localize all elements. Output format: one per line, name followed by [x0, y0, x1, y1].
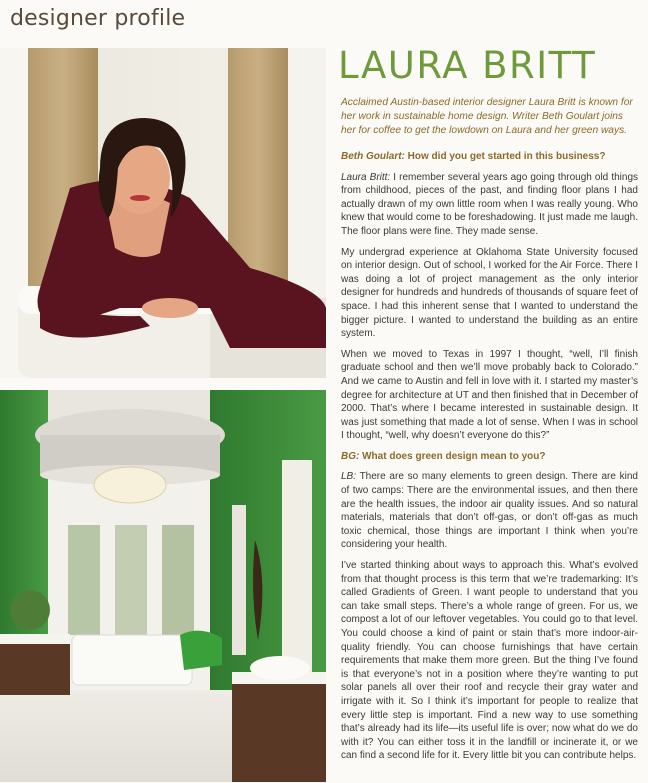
bathroom-photo	[0, 390, 326, 782]
answer-paragraph: Laura Britt: I remember several years ago going through old things from childhood, pieces of the past, and finding floor plans I had actually drawn of my own little room when I was really young. Who knew that would come to be foreshadowing. It just made me laugh. The floor plans were fine. They made sense.	[341, 171, 638, 237]
answer-paragraph: My undergrad experience at Oklahoma State University focused on interior design. Out of school, I worked for the Air Force. There I was doing a lot of project management as the only interior designer for hundreds and hundreds of thousands of square feet of space. I had this inherent sense that I wanted to understand the bigger picture. I wanted to understand the building as an entire system.	[341, 246, 638, 340]
answer-paragraph: LB: There are so many elements to green design. There are kind of two camps: There are the environmental issues, and then there are the health issues, the indoor air quality issues. And so natural materials, materials that don’t off-gas, or don’t off-gas as much toxic chemical, those things are important I think when you’re considering your health.	[341, 471, 638, 551]
intro-paragraph: Acclaimed Austin-based interior designer Laura Britt is known for her work in sustainable home design. Writer Beth Goulart joins her for coffee to get the lowdown on Laura and her green ways.	[341, 97, 633, 137]
question: Beth Goulart: How did you get started in this business?	[341, 151, 606, 162]
answer-paragraph: I’ve started thinking about ways to approach this. What’s evolved from that thought process is this term that we’re trademarking: It’s called Gradients of Green. I want people to understand that you can take small steps. There’s a whole range of green. For us, we compost a lot of our leftover vegetables. You could go to that level. You could choose a kind of paint or stain that’s more indoor-air-quality friendly. You can choose furnishings that have certain requirements that make them more green. But the thing I’ve found is that everyone’s not in a position where they’re wanting to put solar panels all over their roof and recycle their gray water and irrigate with it. So I think it’s important for people to realize that every little step is important. Find a new way to use something that’s already had its life—its useful life is over; now what do we do with it? You can either toss it in the landfill or incinerate it, or we can find a second life for it. Every little bit you can contribute helps.	[341, 560, 638, 762]
portrait-photo	[0, 48, 326, 378]
answer-paragraph: When we moved to Texas in 1997 I thought, “well, I’ll finish graduate school and then we’ll move probably back to Colorado.” And we came to Austin and fell in love with it. I started my master’s degree for architecture at UT and then finished that in December of 2000. That’s where I became interested in sustainable design. It was just something that made a lot of sense. When I was in school I thought, “well, why doesn’t everyone do this?”	[341, 348, 638, 442]
designer-name: LAURA BRITT	[338, 44, 597, 87]
section-label: designer profile	[10, 6, 186, 31]
question: BG: What does green design mean to you?	[341, 450, 546, 462]
interview-article	[341, 150, 638, 770]
